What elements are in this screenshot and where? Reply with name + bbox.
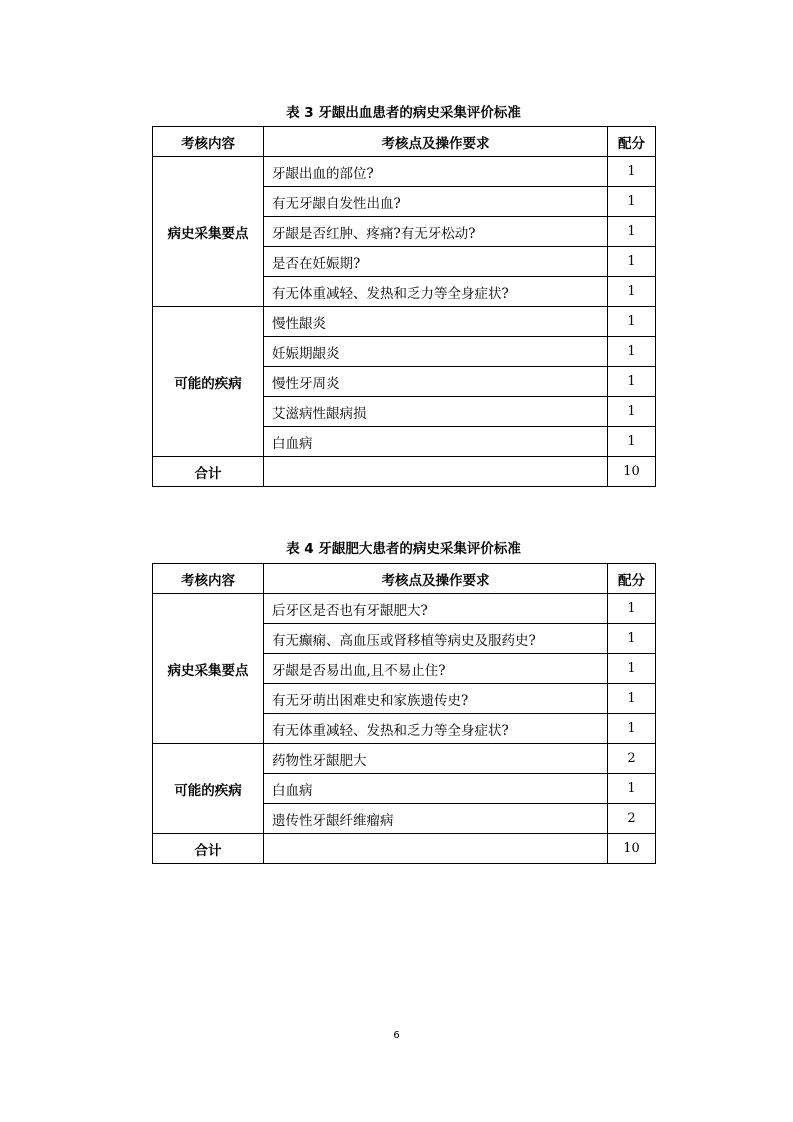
score-cell: 1 (608, 684, 656, 714)
table3-header-row (153, 127, 656, 157)
table4 (152, 563, 656, 864)
requirement-cell: 牙龈出血的部位? (264, 157, 608, 187)
score-cell: 2 (608, 804, 656, 834)
score-cell: 1 (608, 654, 656, 684)
score-cell: 1 (608, 367, 656, 397)
requirement-cell: 白血病 (264, 427, 608, 457)
table3-caption: 表 3 牙龈出血患者的病史采集评价标准 (286, 105, 521, 121)
requirement-cell: 有无癫痫、高血压或肾移植等病史及服药史? (264, 624, 608, 654)
total-value (264, 834, 608, 864)
requirement-cell: 后牙区是否也有牙龈肥大? (264, 594, 608, 624)
table4-caption: 表 4 牙龈肥大患者的病史采集评价标准 (286, 541, 521, 557)
category-diseases: 可能的疾病 (153, 744, 264, 834)
score-cell: 1 (608, 624, 656, 654)
table-row (153, 594, 656, 624)
requirement-cell: 白血病 (264, 774, 608, 804)
table-row (153, 744, 656, 774)
score-cell: 1 (608, 427, 656, 457)
score-cell: 1 (608, 774, 656, 804)
total-label: 合计 (153, 457, 264, 487)
header-requirement: 考核点及操作要求 (264, 564, 608, 594)
score-cell: 1 (608, 714, 656, 744)
header-content: 考核内容 (153, 564, 264, 594)
category-diseases: 可能的疾病 (153, 307, 264, 457)
requirement-cell: 遗传性牙龈纤维瘤病 (264, 804, 608, 834)
score-cell: 1 (608, 397, 656, 427)
header-score: 配分 (608, 564, 656, 594)
requirement-cell: 是否在妊娠期? (264, 247, 608, 277)
category-history: 病史采集要点 (153, 594, 264, 744)
requirement-cell: 有无牙萌出困难史和家族遗传史? (264, 684, 608, 714)
table4-header-row (153, 564, 656, 594)
header-score: 配分 (608, 127, 656, 157)
score-cell: 1 (608, 337, 656, 367)
total-label: 合计 (153, 834, 264, 864)
header-requirement: 考核点及操作要求 (264, 127, 608, 157)
score-cell: 1 (608, 277, 656, 307)
total-score: 10 (608, 834, 656, 864)
requirement-cell: 药物性牙龈肥大 (264, 744, 608, 774)
table-row (153, 157, 656, 187)
score-cell: 1 (608, 187, 656, 217)
score-cell: 1 (608, 594, 656, 624)
requirement-cell: 妊娠期龈炎 (264, 337, 608, 367)
requirement-cell: 有无体重减轻、发热和乏力等全身症状? (264, 277, 608, 307)
requirement-cell: 慢性龈炎 (264, 307, 608, 337)
requirement-cell: 有无体重减轻、发热和乏力等全身症状? (264, 714, 608, 744)
table3 (152, 126, 656, 487)
table4-total-row (153, 834, 656, 864)
category-history: 病史采集要点 (153, 157, 264, 307)
page-number: 6 (393, 1030, 400, 1041)
requirement-cell: 有无牙龈自发性出血? (264, 187, 608, 217)
requirement-cell: 牙龈是否红肿、疼痛?有无牙松动? (264, 217, 608, 247)
score-cell: 1 (608, 307, 656, 337)
score-cell: 1 (608, 247, 656, 277)
requirement-cell: 牙龈是否易出血,且不易止住? (264, 654, 608, 684)
requirement-cell: 慢性牙周炎 (264, 367, 608, 397)
score-cell: 1 (608, 157, 656, 187)
header-content: 考核内容 (153, 127, 264, 157)
total-score: 10 (608, 457, 656, 487)
score-cell: 1 (608, 217, 656, 247)
table3-total-row (153, 457, 656, 487)
score-cell: 2 (608, 744, 656, 774)
total-value (264, 457, 608, 487)
requirement-cell: 艾滋病性龈病损 (264, 397, 608, 427)
table-row (153, 307, 656, 337)
